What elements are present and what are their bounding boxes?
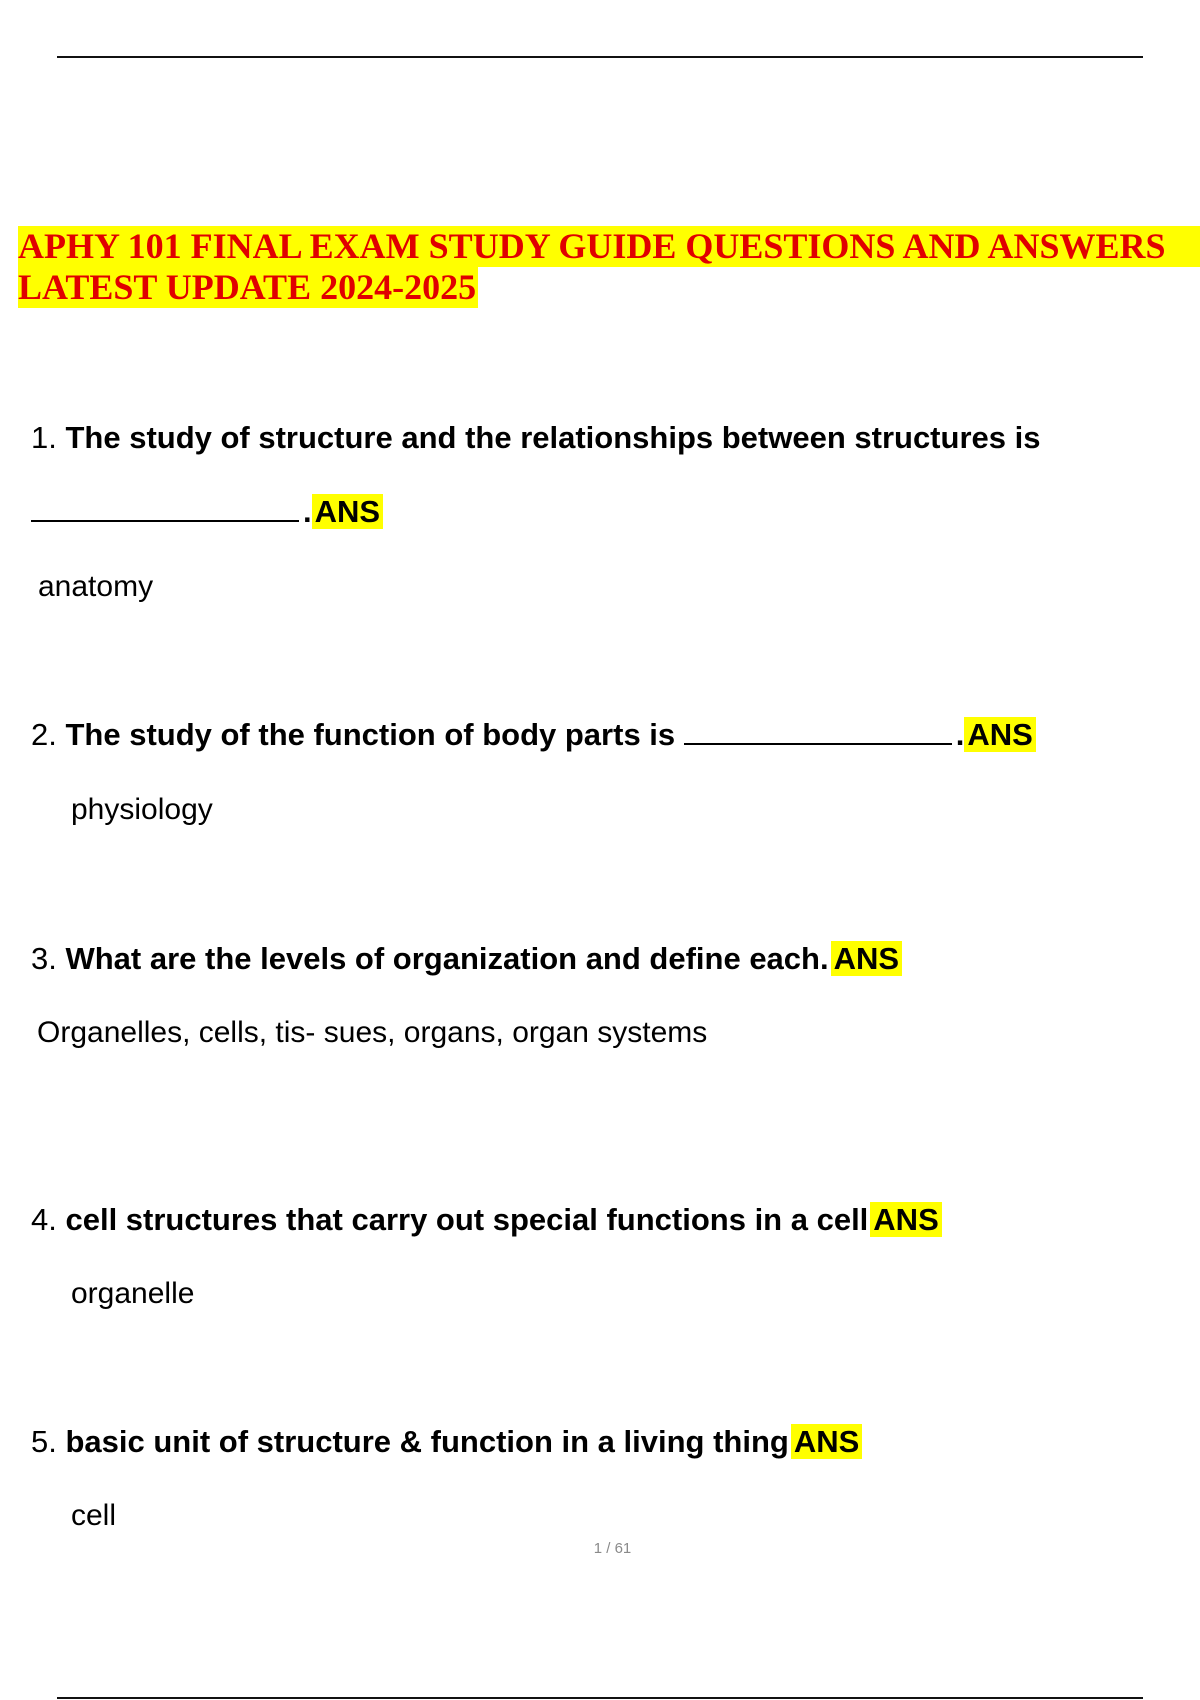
- ans-label: ANS: [312, 494, 383, 529]
- answer-5: cell: [71, 1499, 117, 1532]
- ans-label: ANS: [831, 941, 902, 976]
- question-suffix: .: [303, 494, 312, 529]
- footer-rule: [57, 1697, 1143, 1699]
- question-text: The study of the function of body parts is: [65, 717, 676, 752]
- ans-label: ANS: [964, 717, 1035, 752]
- question-suffix: .: [955, 717, 965, 752]
- page-indicator: 1 / 61: [593, 1540, 632, 1557]
- question-5: [31, 1422, 862, 1462]
- question-number: 1.: [31, 420, 57, 455]
- question-text: cell structures that carry out special functions in a cell: [65, 1202, 869, 1237]
- question-number: 5.: [31, 1424, 57, 1459]
- answer-3: Organelles, cells, tis- sues, organs, organ systems: [37, 1016, 708, 1049]
- question-text: basic unit of structure & function in a living thing: [65, 1424, 789, 1459]
- question-number: 4.: [31, 1202, 57, 1237]
- question-text: The study of structure and the relationships between structures is: [65, 420, 1041, 455]
- question-4: [31, 1200, 942, 1240]
- question-1-blank-line: [31, 492, 383, 532]
- ans-label: ANS: [870, 1202, 941, 1237]
- answer-blank: [684, 743, 952, 745]
- question-number: 2.: [31, 717, 57, 752]
- answer-2: physiology: [71, 793, 213, 826]
- question-number: 3.: [31, 941, 57, 976]
- ans-label: ANS: [791, 1424, 862, 1459]
- answer-blank: [31, 520, 299, 522]
- question-2: [31, 715, 1036, 755]
- title-line-1: APHY 101 FINAL EXAM STUDY GUIDE QUESTIONS AND ANSWERS: [18, 226, 1200, 267]
- title-line-2: LATEST UPDATE 2024-2025: [18, 267, 477, 307]
- question-3: [31, 939, 902, 979]
- document-title: [18, 226, 1200, 308]
- question-text: What are the levels of organization and define each.: [65, 941, 829, 976]
- answer-1: anatomy: [38, 570, 154, 603]
- header-rule: [57, 56, 1143, 58]
- answer-4: organelle: [71, 1277, 195, 1310]
- question-1: [31, 418, 1040, 458]
